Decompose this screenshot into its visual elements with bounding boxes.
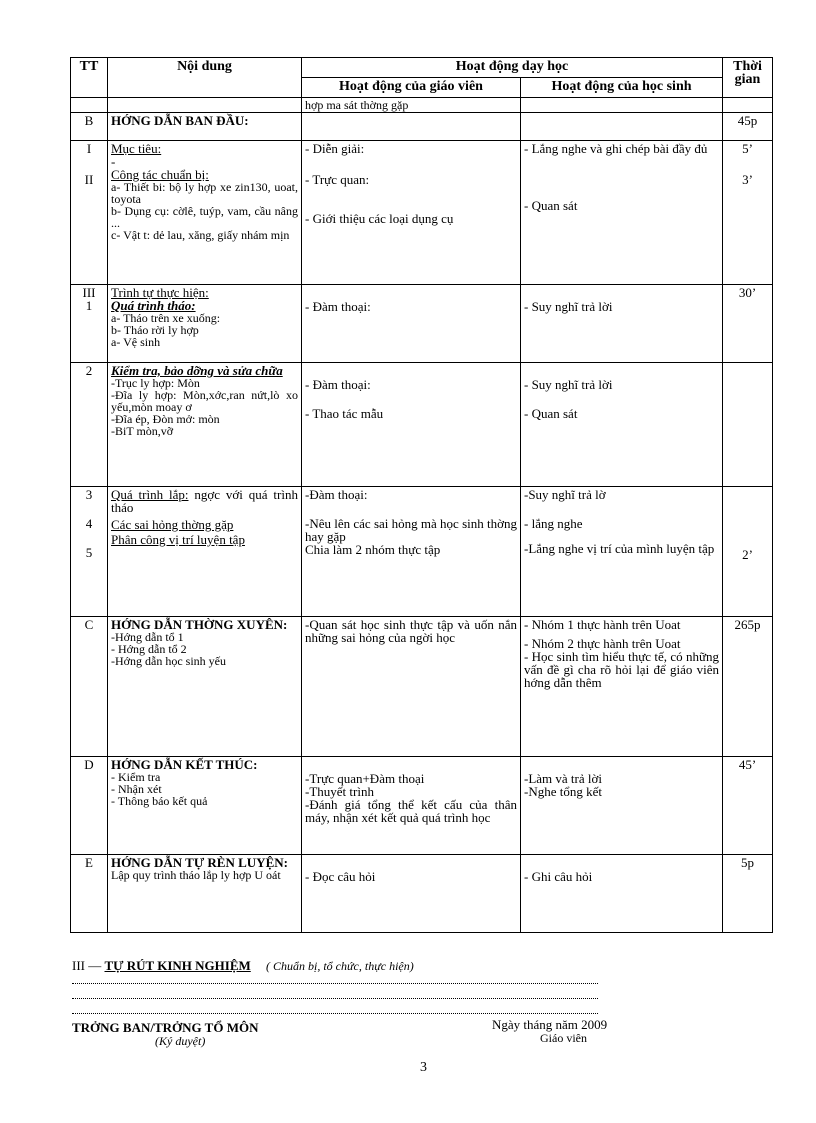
header-teaching-activities: Hoạt động dạy học [302,58,723,78]
table-row [71,113,773,141]
student-activity: - lắng nghe [524,516,583,531]
text-line: -Hớng dẫn học sinh yếu [111,654,226,668]
text-line: -BiT mòn,vỡ [111,424,174,438]
student-activity: - Suy nghĩ trả lời [524,299,613,314]
text-line: c- Vật t: dẻ lau, xăng, giấy nhám mịn [111,228,290,242]
student-activity: -Nghe tổng kết [524,784,602,799]
teacher-activity: -Đánh giá tổng thể kết cấu của thân máy, nhận xét kết quả quá trình học [305,797,517,825]
time-cell: 30’ [723,285,773,363]
subsection-title: Quá trình tháo: [111,298,196,313]
date-line: Ngày tháng năm 2009 [492,1017,608,1032]
lesson-plan-table [70,57,773,933]
row-number: III [82,285,96,300]
text-line: - Hớng dẫn tổ 2 [111,642,187,656]
student-activity: - Nhóm 1 thực hành trên Uoat [524,617,681,632]
section-title: HỚNG DẪN TỰ RÈN LUYỆN: [111,855,288,870]
row-number: E [71,855,108,933]
student-activity: - Lắng nghe và ghi chép bài đầy đủ [524,141,708,156]
row-number: 3 [85,487,93,502]
time-cell: 2’ [742,547,753,562]
section-title: HỚNG DẪN THỜNG XUYÊN: [111,617,288,632]
row-number: C [71,617,108,757]
header-student-activity: Hoạt động của học sinh [521,78,723,98]
row-number: 4 [85,516,93,531]
student-activity: - Quan sát [524,406,578,421]
teacher-activity: -Trực quan+Đàm thoại [305,771,425,786]
section-title: Công tác chuẩn bị: [111,167,209,182]
teacher-activity: - Thao tác mẫu [305,406,384,421]
row-number: 5 [85,545,93,560]
section-title: TỰ RÚT KINH NGHIỆM [104,958,251,973]
section-title: HỚNG DẪN KẾT THÚC: [111,757,258,772]
text-line: - Thông báo kết quả [111,794,208,808]
row-number: D [71,757,108,855]
row-number: I [86,141,92,156]
student-activity: - Ghi câu hỏi [524,869,593,884]
dotted-line [72,998,598,999]
teacher-activity: -Nêu lên các sai hỏng mà học sinh thờng hay gặp [305,516,517,544]
text-line: -Đĩa ép, Đòn mở: mòn [111,412,220,426]
teacher-activity: -Thuyết trình [305,784,374,799]
teacher-activity: -Quan sát học sinh thực tập và uốn nắn những sai hỏng của ngời học [302,617,521,757]
subsection-title: Kiểm tra, bảo dỡng và sửa chữa [111,363,283,378]
section-note: ( Chuẩn bị, tổ chức, thực hiện) [266,959,414,973]
text-line: - Kiểm tra [111,770,161,784]
table-row [71,98,773,113]
table-row [71,285,773,363]
student-activity: -Làm và trả lời [524,771,602,786]
text-line: Lập quy trình tháo lắp ly hợp U oát [111,868,281,882]
text-line: a- Vệ sinh [111,335,161,349]
row-number: B [71,113,108,141]
continued-text: hợp ma sát thờng gặp [302,98,521,113]
row-number: II [84,172,94,187]
student-activity: - Học sinh tìm hiểu thực tế, có những vấn đề gì cha rõ hỏi lại để giáo viên hớng dẫn thêm [524,649,720,690]
time-cell: 3’ [742,172,753,187]
student-activity: - Quan sát [524,198,578,213]
header-teacher-activity: Hoạt động của giáo viên [302,78,521,98]
student-activity: -Suy nghĩ trả lờ [524,487,606,502]
text-line: a- Thiết bi: bộ ly hợp xe zin130, uoat, toyota [111,180,298,206]
section-title: Mục tiêu: [111,141,162,156]
header-time: Thời gian [723,58,773,98]
table-row [71,757,773,855]
student-activity: - Suy nghĩ trả lời [524,377,613,392]
section-title: Trình tự thực hiện: [111,285,209,300]
text-line: ngợc với quá trình tháo [111,487,298,515]
section-title: Phân công vị trí luyện tập [111,532,245,547]
dotted-line [72,1013,598,1014]
student-activity: - Nhóm 2 thực hành trên Uoat [524,636,681,651]
page-number: 3 [420,1060,427,1075]
section-title: Quá trình lắp: [111,487,189,502]
row-number: 2 [71,363,108,487]
teacher-activity: - Đàm thoại: [305,299,371,314]
table-row [71,141,773,285]
text-line: b- Tháo rời ly hợp [111,323,199,337]
header-content: Nội dung [108,58,302,98]
table-row [71,855,773,933]
teacher-activity: - Đàm thoại: [305,377,371,392]
text-line: b- Dụng cụ: cờlê, tuýp, vam, cầu nâng ... [111,204,298,230]
time-cell: 5’ [742,141,753,156]
signer-right: Giáo viên [540,1031,587,1045]
row-number: 1 [85,298,93,313]
teacher-activity: Chia làm 2 nhóm thực tập [305,542,441,557]
table-row [71,363,773,487]
header-tt: TT [71,58,108,98]
signer-left: TRỞNG BAN/TRỞNG TỔ MÔN [72,1020,259,1035]
teacher-activity: -Đàm thoại: [305,487,368,502]
text-line: - Nhận xét [111,782,162,796]
text-line: -Hớng dẫn tổ 1 [111,630,184,644]
time-cell: 5p [723,855,773,933]
text-line: a- Tháo trên xe xuống: [111,311,221,325]
time-cell: 45p [723,113,773,141]
teacher-activity: - Giới thiệu các loại dụng cụ [305,211,454,226]
text-line: - [111,154,116,169]
experience-section-heading [72,958,414,974]
text-line: -Trục ly hợp: Mòn [111,376,200,390]
table-row [71,617,773,757]
dotted-line [72,983,598,984]
text-line: -Đĩa ly hợp: Mòn,xớc,ran nứt,lò xo yếu,mòn moay ơ [111,388,298,414]
section-title: Các sai hỏng thờng gặp [111,517,234,532]
teacher-activity: - Diễn giải: [305,141,365,156]
teacher-activity: - Đọc câu hỏi [305,869,376,884]
table-row [71,487,773,617]
section-number: III — [72,958,102,973]
signer-left-note: (Ký duyệt) [155,1034,206,1048]
time-cell: 45’ [723,757,773,855]
time-cell: 265p [723,617,773,757]
student-activity: -Lắng nghe vị trí của mình luyện tập [524,541,715,556]
section-title: HỚNG DẪN BAN ĐẦU: [108,113,302,141]
teacher-activity: - Trực quan: [305,172,370,187]
